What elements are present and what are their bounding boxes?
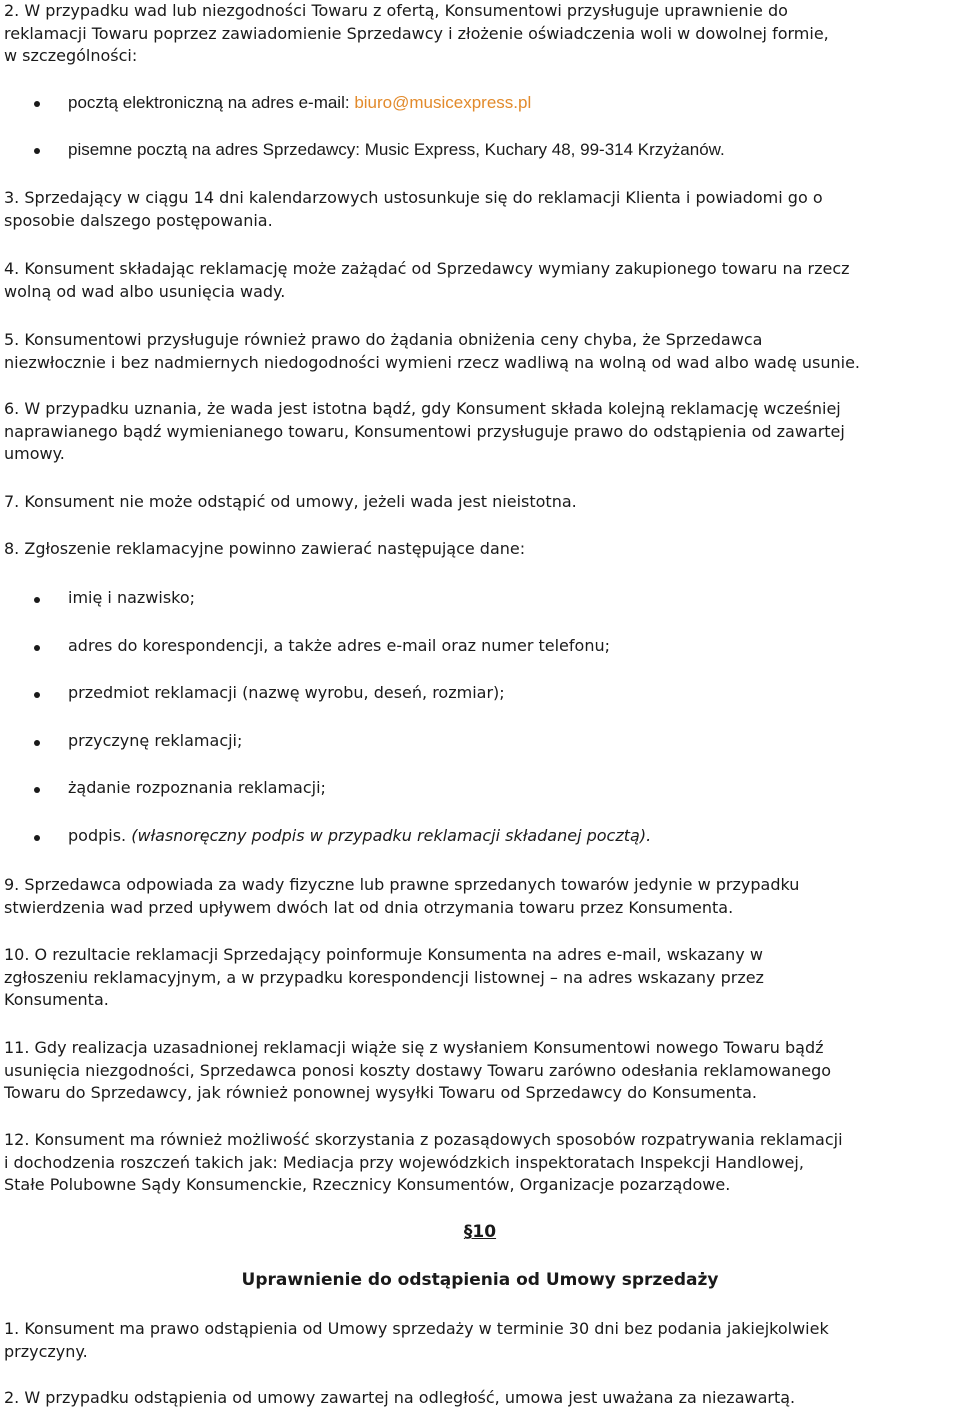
bullet-icon — [34, 787, 40, 793]
required-data-item: żądanie rozpoznania reklamacji; — [68, 778, 326, 797]
paragraph-2: 2. W przypadku wad lub niezgodności Towaru z ofertą, Konsumentowi przysługuje uprawnienie do reklamacji Towaru poprzez zawiadomienie Sprzedawcy i złożenie oświadczenia woli w dowolnej formie, w szczególności: — [4, 1, 829, 65]
required-data-item: imię i nazwisko; — [68, 588, 196, 607]
bullet-icon — [34, 645, 40, 651]
contact-post-item: pisemne pocztą na adres Sprzedawcy: Music Express, Kuchary 48, 99-314 Krzyżanów. — [68, 140, 725, 159]
paragraph-11: 11. Gdy realizacja uzasadnionej reklamacji wiąże się z wysłaniem Konsumentowi nowego Towaru bądź usunięcia niezgodności, Sprzedawca ponosi koszty dostawy Towaru zarówno odesłania reklamowanego Towaru do Sprzedawcy, jak również ponownej wysyłki Towaru od Sprzedawcy do Konsumenta. — [4, 1038, 832, 1102]
paragraph-8: 8. Zgłoszenie reklamacyjne powinno zawierać następujące dane: — [4, 539, 526, 558]
paragraph-7: 7. Konsument nie może odstąpić od umowy, jeżeli wada jest nieistotna. — [4, 492, 577, 511]
signature-note: (własnoręczny podpis w przypadku reklamacji składanej pocztą). — [131, 826, 652, 845]
required-data-item: adres do korespondencji, a także adres e-mail oraz numer telefonu; — [68, 636, 610, 655]
contact-email-item: pocztą elektroniczną na adres e-mail: biuro@musicexpress.pl — [68, 93, 532, 112]
email-link[interactable]: biuro@musicexpress.pl — [354, 93, 532, 112]
bullet-icon — [34, 148, 40, 154]
paragraph-4: 4. Konsument składając reklamację może zażądać od Sprzedawcy wymiany zakupionego towaru na rzecz wolną od wad albo usunięcia wady. — [4, 259, 850, 301]
paragraph-6: 6. W przypadku uznania, że wada jest istotna bądź, gdy Konsument składa kolejną reklamację wcześniej naprawianego bądź wymienianego towaru, Konsumentowi przysługuje prawo do odstąpienia od zawartej umowy. — [4, 399, 845, 463]
withdrawal-paragraph-1: 1. Konsument ma prawo odstąpienia od Umowy sprzedaży w terminie 30 dni bez podania jakiejkolwiek przyczyny. — [4, 1319, 829, 1361]
section-title: Uprawnienie do odstąpienia od Umowy sprzedaży — [241, 1270, 719, 1290]
section-number: §10 — [463, 1222, 497, 1242]
paragraph-10: 10. O rezultacie reklamacji Sprzedający poinformuje Konsumenta na adres e-mail, wskazany w zgłoszeniu reklamacyjnym, a w przypadku korespondencji listownej – na adres wskazany przez Konsumenta. — [4, 945, 764, 1009]
bullet-icon — [34, 740, 40, 746]
required-data-item: podpis. (własnoręczny podpis w przypadku reklamacji składanej pocztą). — [68, 826, 652, 845]
paragraph-5: 5. Konsumentowi przysługuje również prawo do żądania obniżenia ceny chyba, że Sprzedawca niezwłocznie i bez nadmiernych niedogodności wymieni rzecz wadliwą na wolną od wad albo wadę usunie. — [4, 330, 861, 372]
bullet-icon — [34, 597, 40, 603]
paragraph-12: 12. Konsument ma również możliwość skorzystania z pozasądowych sposobów rozpatrywania reklamacji i dochodzenia roszczeń takich jak: Mediacja przy wojewódzkich inspektoratach Inspekcji Handlowej, Stałe Polubowne Sądy Konsumenckie, Rzecznicy Konsumentów, Organizacje pozarządowe. — [4, 1130, 843, 1194]
bullet-icon — [34, 835, 40, 841]
required-data-item: przyczynę reklamacji; — [68, 731, 243, 750]
bullet-icon — [34, 692, 40, 698]
withdrawal-paragraph-2: 2. W przypadku odstąpienia od umowy zawartej na odległość, umowa jest uważana za niezawartą. — [4, 1388, 796, 1407]
bullet-icon — [34, 101, 40, 107]
required-data-item: przedmiot reklamacji (nazwę wyrobu, deseń, rozmiar); — [68, 683, 505, 702]
paragraph-3: 3. Sprzedający w ciągu 14 dni kalendarzowych ustosunkuje się do reklamacji Klienta i powiadomi go o sposobie dalszego postępowania. — [4, 188, 823, 230]
paragraph-9: 9. Sprzedawca odpowiada za wady fizyczne lub prawne sprzedanych towarów jedynie w przypadku stwierdzenia wad przed upływem dwóch lat od dnia otrzymania towaru przez Konsumenta. — [4, 875, 800, 917]
